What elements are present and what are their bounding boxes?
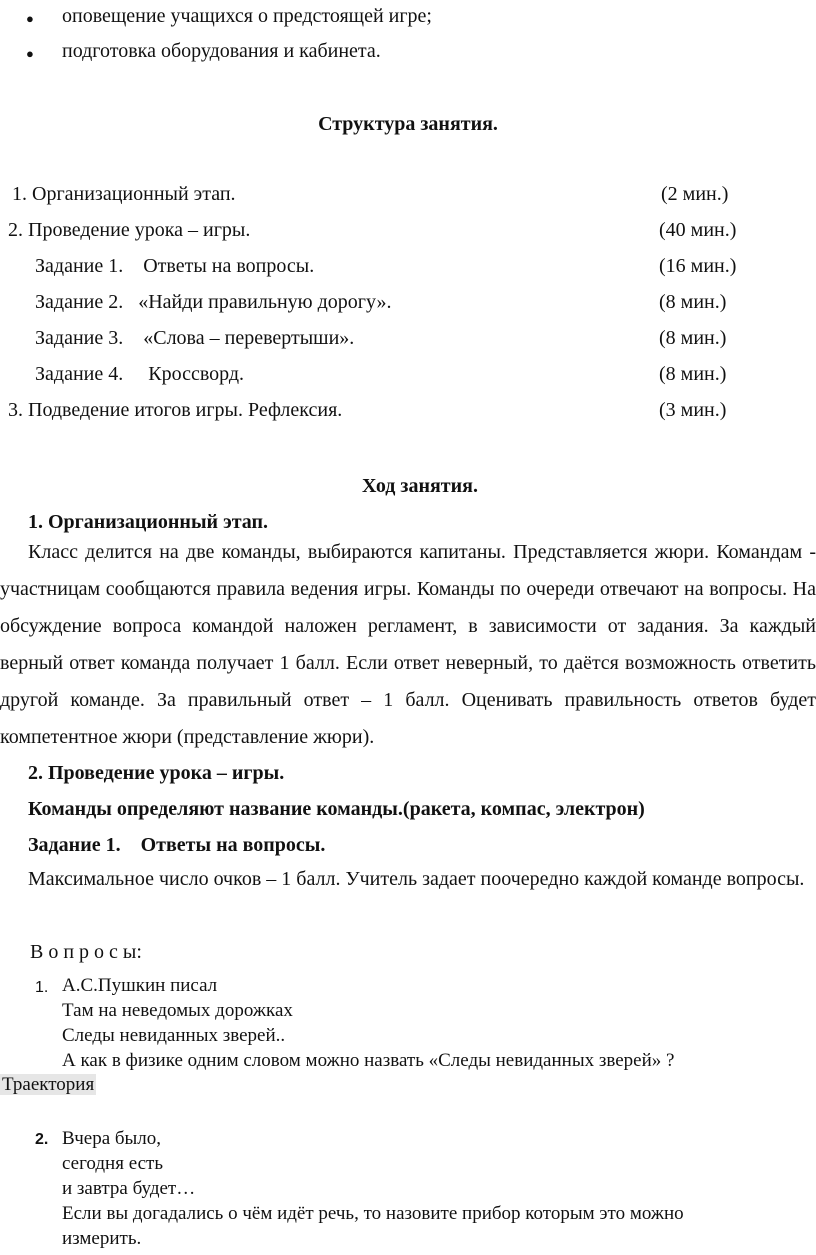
- question-1-line: Там на неведомых дорожках: [62, 1000, 293, 1021]
- teams-line: Команды определяют название команды.(ракета, компас, электрон): [28, 798, 645, 820]
- structure-item-label: Задание 1. Ответы на вопросы.: [35, 255, 315, 277]
- bullet-text-1: оповещение учащихся о предстоящей игре;: [62, 5, 432, 27]
- bullet-item-1: [26, 5, 34, 31]
- structure-item-time: (8 мин.): [659, 291, 727, 313]
- question-2-line: измерить.: [62, 1228, 142, 1249]
- question-1-line: Следы невиданных зверей..: [62, 1025, 286, 1046]
- course-title: Ход занятия.: [362, 475, 478, 497]
- structure-item-label: Задание 3. «Слова – перевертыши».: [35, 327, 355, 349]
- task1-paragraph: Максимальное число очков – 1 балл. Учитель задает поочередно каждой команде вопросы.: [28, 868, 805, 890]
- structure-item-time: (8 мин.): [659, 363, 727, 385]
- bullet-text-2: подготовка оборудования и кабинета.: [62, 40, 381, 62]
- question-2-line: Вчера было,: [62, 1128, 162, 1149]
- question-1-line: А.С.Пушкин писал: [62, 975, 218, 996]
- task1-title: Задание 1. Ответы на вопросы.: [28, 834, 326, 856]
- bullet-item-2: [26, 40, 34, 66]
- structure-item-label: 2. Проведение урока – игры.: [8, 219, 251, 241]
- structure-item-time: (8 мин.): [659, 327, 727, 349]
- answer-highlight: Траектория: [2, 1074, 95, 1095]
- bullet-icon: ●: [26, 46, 34, 61]
- bullet-icon: ●: [26, 11, 34, 26]
- structure-title: Структура занятия.: [318, 113, 498, 135]
- question-2-line: Если вы догадались о чём идёт речь, то назовите прибор которым это можно: [62, 1203, 684, 1224]
- question-2-line: сегодня есть: [62, 1153, 164, 1174]
- structure-item-label: Задание 4. Кроссворд.: [35, 363, 245, 385]
- section1-title: 1. Организационный этап.: [28, 511, 269, 533]
- structure-item-label: 1. Организационный этап.: [12, 183, 236, 205]
- question-1-number: 1.: [35, 979, 49, 996]
- question-2-line: и завтра будет…: [62, 1178, 196, 1199]
- structure-item-time: (40 мин.): [659, 219, 737, 241]
- structure-item-label: 3. Подведение итогов игры. Рефлексия.: [8, 399, 343, 421]
- structure-item-label: Задание 2. «Найди правильную дорогу».: [35, 291, 392, 313]
- section2-title: 2. Проведение урока – игры.: [28, 762, 285, 784]
- structure-item-time: (16 мин.): [659, 255, 737, 277]
- structure-item-time: (2 мин.): [661, 183, 729, 205]
- question-1-line: А как в физике одним словом можно назвать «Следы невиданных зверей» ?: [62, 1050, 675, 1071]
- questions-label: В о п р о с ы:: [30, 941, 142, 963]
- question-1-answer: [0, 1073, 96, 1097]
- question-2-number: 2.: [35, 1131, 49, 1148]
- structure-item-time: (3 мин.): [659, 399, 727, 421]
- section1-paragraph: Класс делится на две команды, выбираются капитаны. Представляется жюри. Командам - участницам сообщаются правила ведения игры. Команды по очереди отвечают на вопросы. На обсуждение вопроса командой наложен регламент, в зависимости от задания. За каждый верный ответ команда получает 1 балл. Если ответ неверный, то даётся возможность ответить другой команде. За правильный ответ – 1 балл. Оценивать правильность ответов будет компетентное жюри (представление жюри).: [0, 541, 816, 748]
